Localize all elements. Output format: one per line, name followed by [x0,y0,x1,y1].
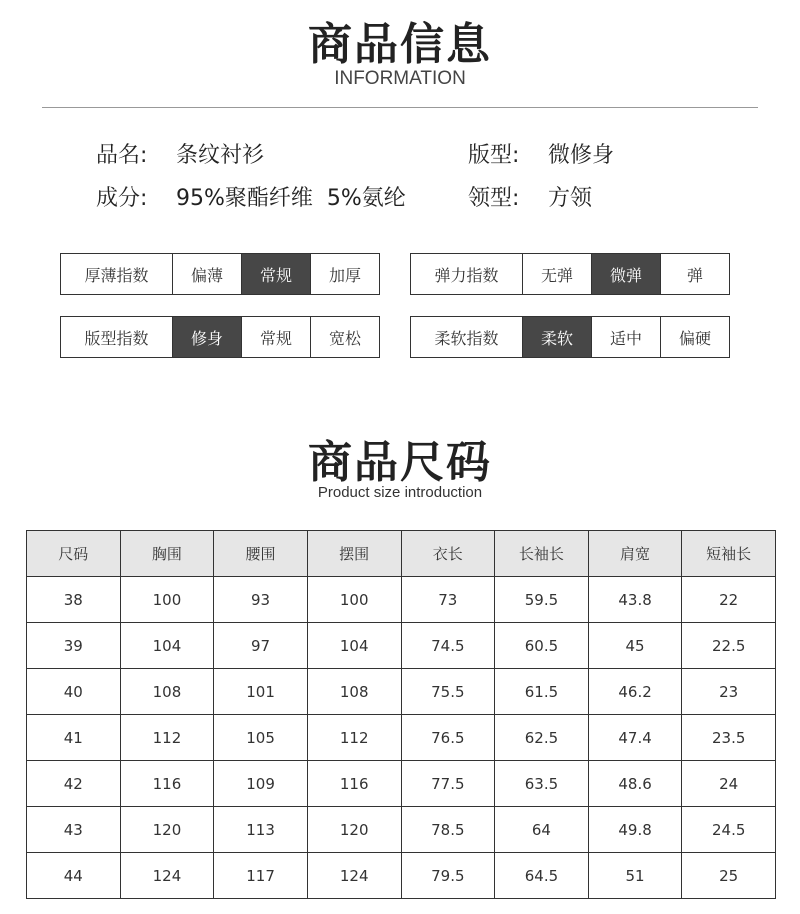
size-table-header-cell: 衣长 [401,531,495,577]
table-cell: 41 [27,715,121,761]
index-option: 加厚 [328,265,361,285]
table-cell: 42 [27,761,121,807]
table-cell: 101 [214,669,308,715]
index-option: 偏硬 [678,328,711,348]
table-row [27,669,776,715]
index-box [60,253,380,295]
size-table-header-cell: 长袖长 [495,531,589,577]
table-cell: 76.5 [401,715,495,761]
table-cell: 117 [214,853,308,899]
index-box [410,253,730,295]
table-cell: 97 [214,623,308,669]
table-cell: 46.2 [588,669,682,715]
table-cell: 43 [27,807,121,853]
index-box [60,316,380,358]
table-cell: 112 [307,715,401,761]
table-cell: 22 [682,577,776,623]
index-option: 常规 [242,317,311,357]
size-table [26,530,776,899]
index-box [410,316,730,358]
table-cell: 63.5 [495,761,589,807]
table-row [27,715,776,761]
info-collar-label: 领型: [468,186,520,211]
table-cell: 112 [120,715,214,761]
table-cell: 75.5 [401,669,495,715]
table-cell: 60.5 [495,623,589,669]
table-row [27,623,776,669]
size-table-header-cell: 尺码 [27,531,121,577]
size-table-header-cell: 摆围 [307,531,401,577]
info-collar-value: 方领 [548,186,593,211]
table-cell: 48.6 [588,761,682,807]
table-row [27,807,776,853]
page-title: 商品信息 [308,19,492,70]
index-label: 版型指数 [61,317,173,357]
table-cell: 120 [120,807,214,853]
table-cell: 109 [214,761,308,807]
table-cell: 64 [495,807,589,853]
table-cell: 64.5 [495,853,589,899]
info-material-value: 95%聚酯纤维 5%氨纶 [176,186,406,211]
divider [42,107,758,108]
index-label: 柔软指数 [411,317,523,357]
table-cell: 116 [120,761,214,807]
size-table-header-cell: 胸围 [120,531,214,577]
size-section-title: 商品尺码 [308,437,492,488]
table-cell: 124 [120,853,214,899]
table-cell: 62.5 [495,715,589,761]
table-cell: 73 [401,577,495,623]
table-cell: 23 [682,669,776,715]
table-row [27,853,776,899]
table-cell: 116 [307,761,401,807]
table-cell: 77.5 [401,761,495,807]
table-cell: 24.5 [682,807,776,853]
info-name-value: 条纹衬衫 [176,143,265,168]
table-cell: 61.5 [495,669,589,715]
table-cell: 38 [27,577,121,623]
info-material-label: 成分: [96,186,148,211]
size-table-header-cell: 腰围 [214,531,308,577]
table-cell: 59.5 [495,577,589,623]
index-option: 偏薄 [173,254,242,294]
index-option: 无弹 [523,254,592,294]
info-collar [468,181,592,212]
index-label: 厚薄指数 [61,254,173,294]
table-cell: 39 [27,623,121,669]
table-cell: 22.5 [682,623,776,669]
size-table-header [27,531,776,577]
page-subtitle: INFORMATION [334,68,466,89]
table-cell: 108 [307,669,401,715]
index-option: 弹 [686,265,703,285]
index-option: 适中 [592,317,661,357]
index-option-selected: 柔软 [523,317,592,357]
table-cell: 104 [120,623,214,669]
table-cell: 100 [307,577,401,623]
table-cell: 49.8 [588,807,682,853]
table-cell: 74.5 [401,623,495,669]
info-name [96,138,264,169]
index-option-selected: 微弹 [592,254,661,294]
table-cell: 105 [214,715,308,761]
table-cell: 108 [120,669,214,715]
info-fit-value: 微修身 [548,143,615,168]
table-cell: 100 [120,577,214,623]
table-cell: 47.4 [588,715,682,761]
index-option-selected: 修身 [173,317,242,357]
table-cell: 25 [682,853,776,899]
table-cell: 43.8 [588,577,682,623]
info-fit-label: 版型: [468,143,520,168]
table-cell: 79.5 [401,853,495,899]
size-table-header-cell: 肩宽 [588,531,682,577]
size-table-header-cell: 短袖长 [682,531,776,577]
index-option-selected: 常规 [242,254,311,294]
table-cell: 23.5 [682,715,776,761]
table-cell: 93 [214,577,308,623]
table-cell: 40 [27,669,121,715]
table-cell: 51 [588,853,682,899]
table-cell: 45 [588,623,682,669]
size-section-subtitle: Product size introduction [317,484,483,501]
info-material [96,181,406,212]
table-cell: 24 [682,761,776,807]
info-name-label: 品名: [96,143,148,168]
table-cell: 113 [214,807,308,853]
table-row [27,761,776,807]
index-label: 弹力指数 [411,254,523,294]
index-option: 宽松 [328,328,361,348]
table-cell: 104 [307,623,401,669]
table-cell: 44 [27,853,121,899]
info-fit [468,138,614,169]
table-row [27,577,776,623]
table-cell: 124 [307,853,401,899]
table-cell: 120 [307,807,401,853]
table-cell: 78.5 [401,807,495,853]
